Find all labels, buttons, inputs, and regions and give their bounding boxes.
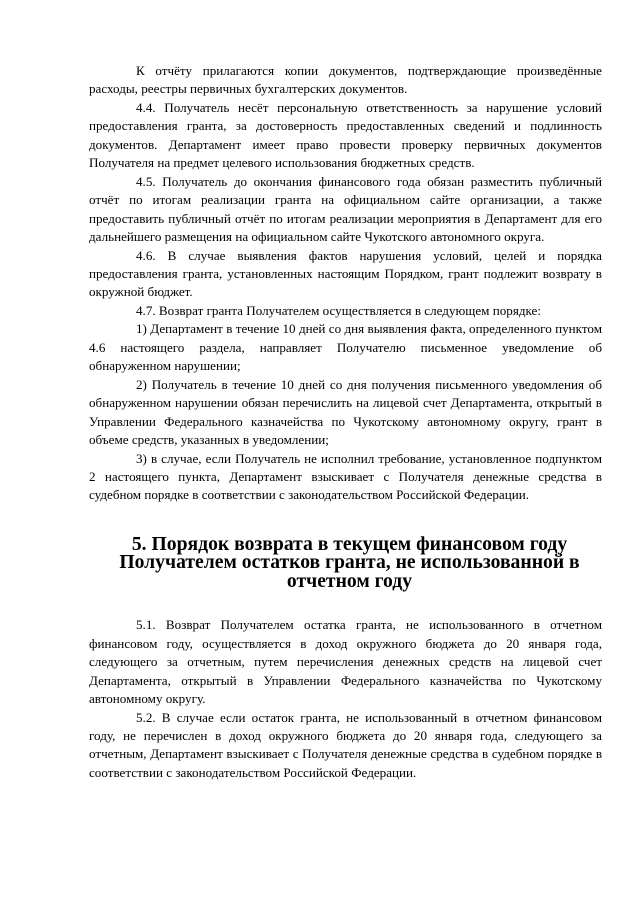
- list-item-4-7-1: 1) Департамент в течение 10 дней со дня выявления факта, определенного пунктом 4.6 настоящего раздела, направляет Получателю письменное уведомление об обнаруженном нарушении;: [89, 321, 602, 374]
- paragraph-4-7: 4.7. Возврат гранта Получателем осуществляется в следующем порядке:: [136, 302, 542, 318]
- section-heading-5: 5. Порядок возврата в текущем финансовом году Получателем остатков гранта, не использованной в отчетном году: [119, 532, 580, 592]
- list-item-4-7-3: 3) в случае, если Получатель не исполнил требование, установленное подпунктом 2 настоящего пункта, Департамент взыскивает с Получателя денежные средства в судебном порядке в соответствии с законодательством Российской Федерации.: [89, 450, 602, 503]
- list-item-4-7-2: 2) Получатель в течение 10 дней со дня получения письменного уведомления об обнаруженном нарушении обязан перечислить на лицевой счет Департамента, открытый в Управлении Федерального казначейства по Чукотскому автономному округу, грант в объеме средств, указанных в уведомлении;: [89, 376, 602, 448]
- paragraph-report-attachments: К отчёту прилагаются копии документов, подтверждающие произведённые расходы, реестры первичных бухгалтерских документов.: [89, 63, 602, 97]
- paragraph-4-4: 4.4. Получатель несёт персональную ответственность за нарушение условий предоставления гранта, за достоверность предоставленных сведений и подлинность документов. Департамент имеет право провести проверку первичных документов Получателя на предмет целевого использования бюджетных средств.: [89, 99, 602, 171]
- paragraph-4-6: 4.6. В случае выявления фактов нарушения условий, целей и порядка предоставления гранта, установленных настоящим Порядком, грант подлежит возврату в окружной бюджет.: [89, 247, 602, 300]
- paragraph-4-5: 4.5. Получатель до окончания финансового года обязан разместить публичный отчёт по итогам реализации гранта на официальном сайте организации, а также предоставить публичный отчёт по итогам реализации мероприятия в Департамент для его дальнейшего размещения на официальном сайте Чукотского автономного округа.: [89, 173, 602, 245]
- paragraph-5-2: 5.2. В случае если остаток гранта, не использованный в отчетном финансовом году, не перечислен в доход окружного бюджета до 20 января года, следующего за отчетным, Департамент взыскивает с Получателя денежные средства в судебном порядке в соответствии с законодательством Российской Федерации.: [89, 709, 602, 780]
- paragraph-5-1: 5.1. Возврат Получателем остатка гранта, не использованного в отчетном финансовом году, осуществляется в доход окружного бюджета до 20 января года, следующего за отчетным, путем перечисления денежных средств на лицевой счет Департамента, открытый в Управлении Федерального казначейства по Чукотскому автономному округу.: [89, 617, 602, 707]
